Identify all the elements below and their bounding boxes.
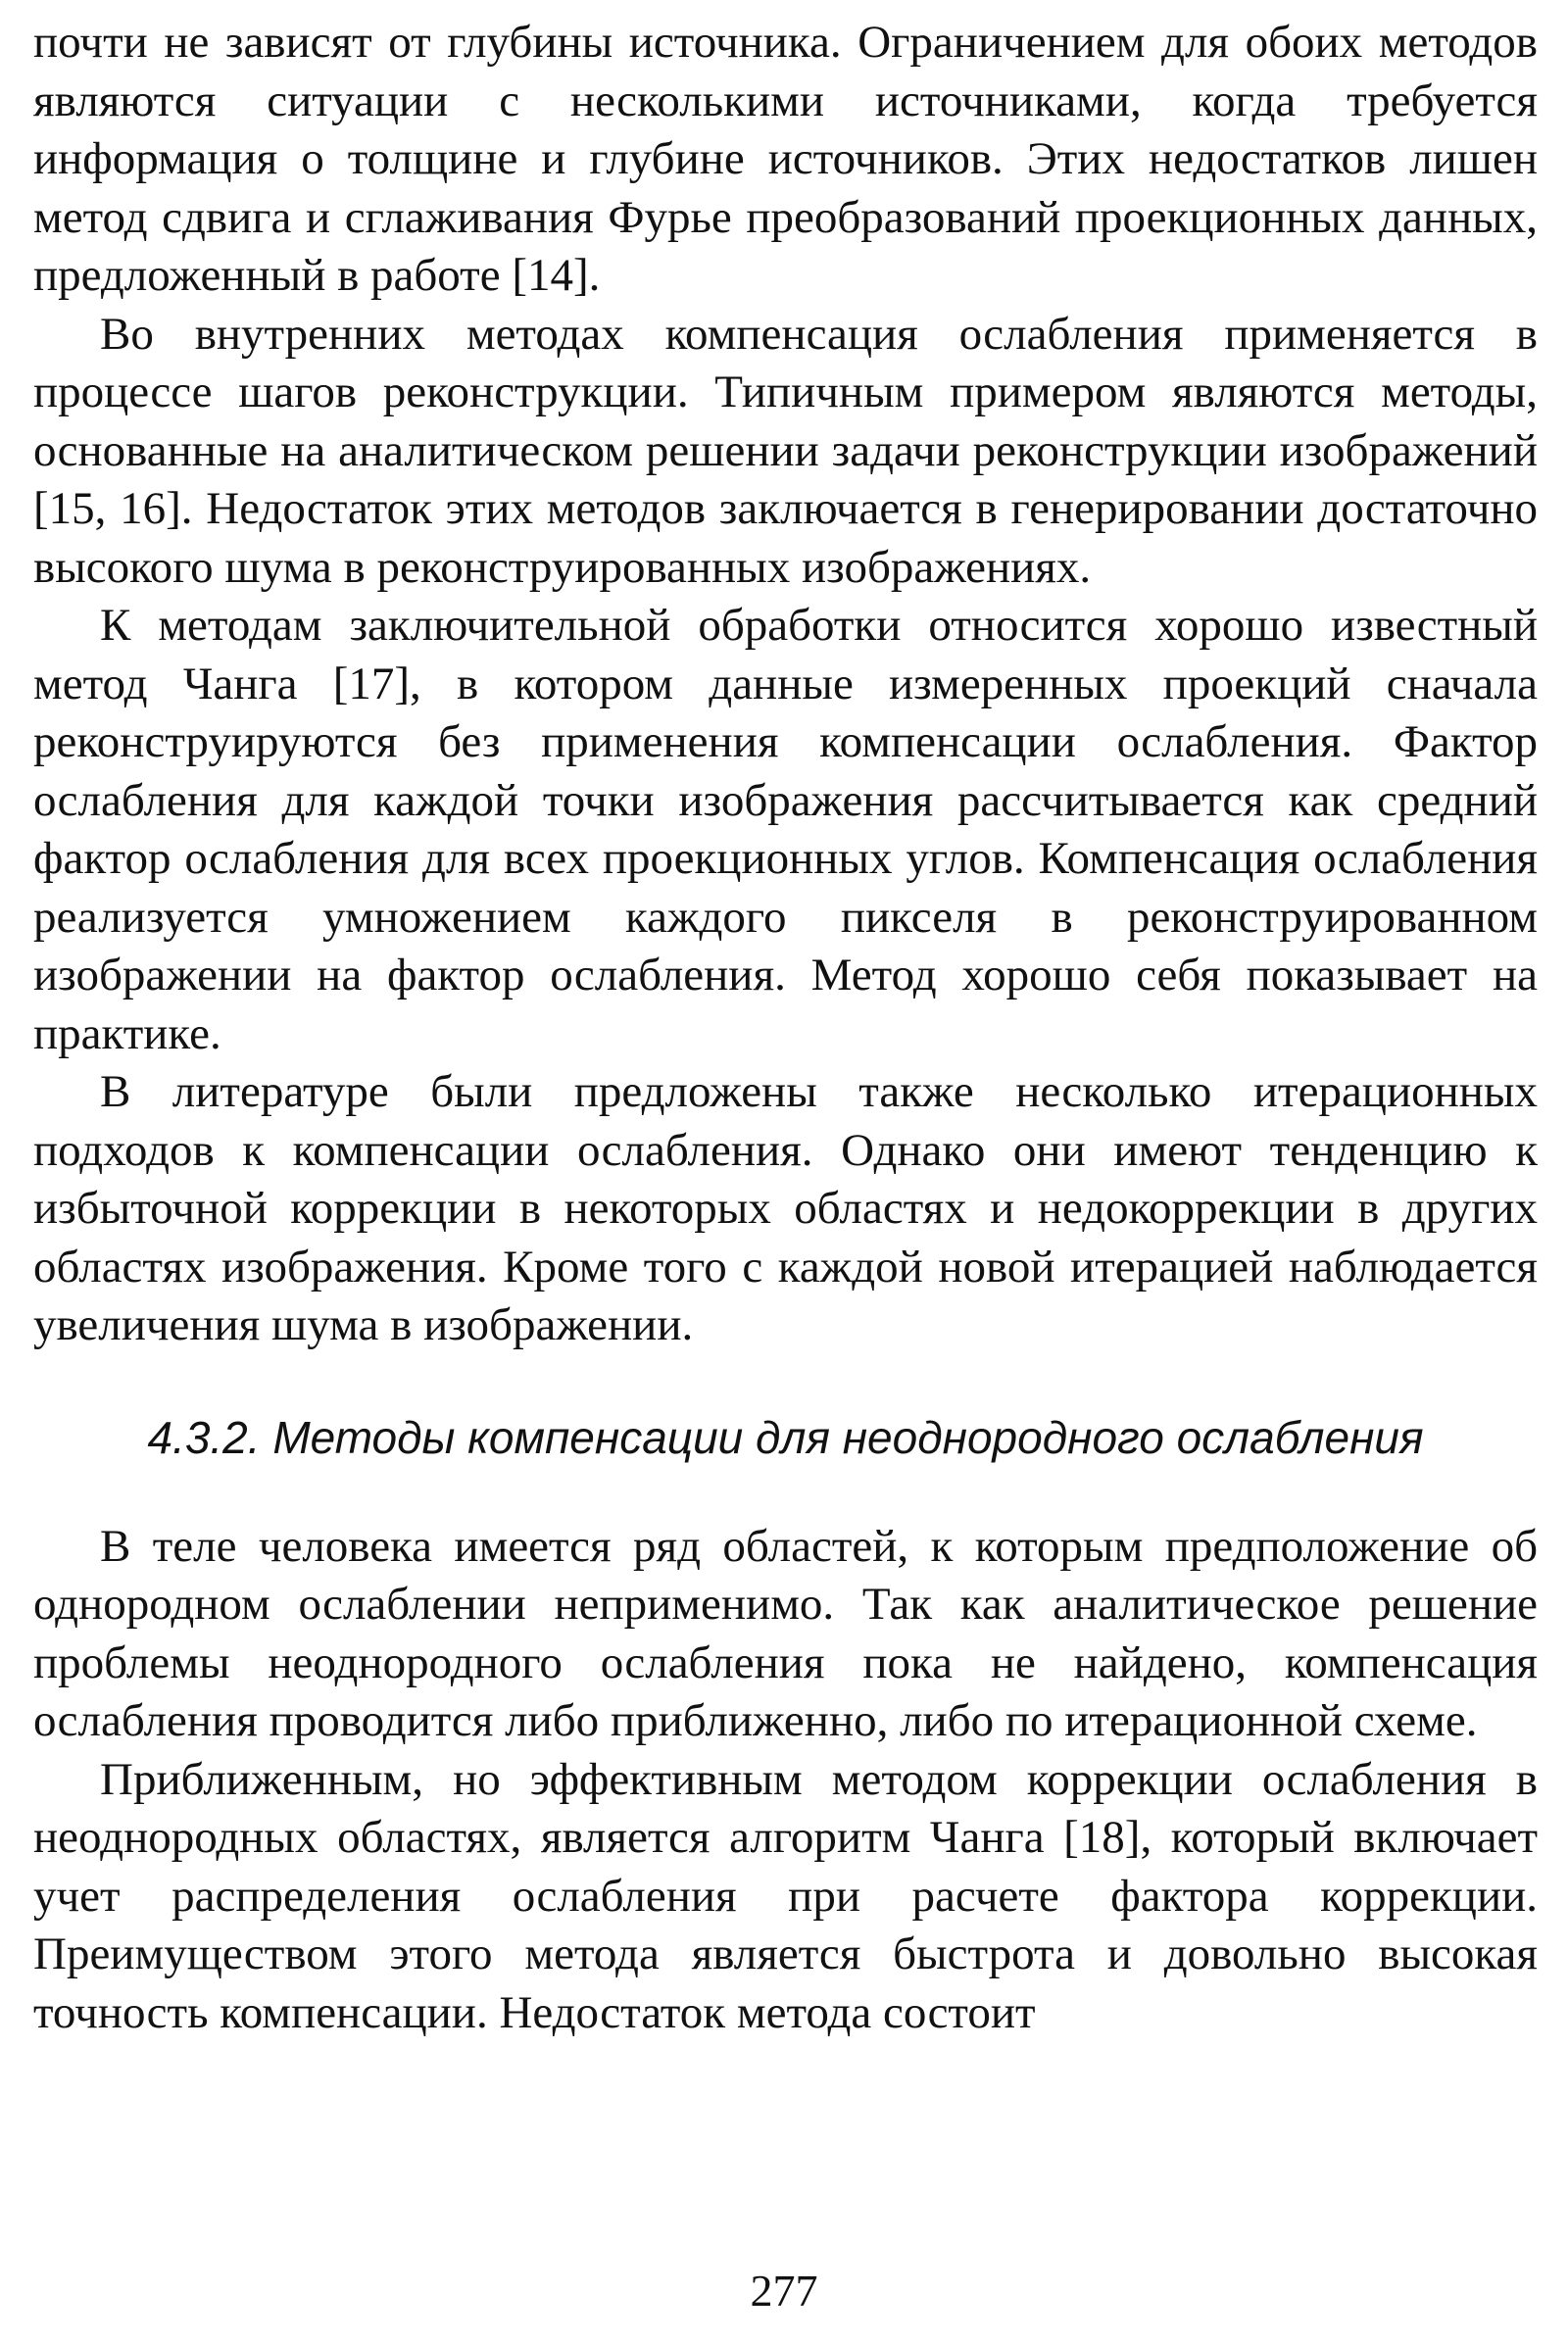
paragraph-iterative-approaches: В литературе были предложены также несколько итерационных подходов к компенсации ослабления. Однако они имеют тенденцию к избыточной коррекции в некоторых областях и недокоррекции в других областях изображения. Кроме того с каждой новой итерацией наблюдается увеличения шума в изображении.: [33, 1066, 1538, 1350]
page-number: 277: [750, 2266, 818, 2316]
section-heading: 4.3.2. Методы компенсации для неоднородного ослабления: [147, 1411, 1424, 1463]
paragraph-chang-method: К методам заключительной обработки относится хорошо известный метод Чанга [17], в котором данные измеренных проекций сначала реконструируются без применения компенсации ослабления. Фактор ослабления для каждой точки изображения рассчитывается как средний фактор ослабления для всех проекционных углов. Компенсация ослабления реализуется умножением каждого пикселя в реконструированном изображении на фактор ослабления. Метод хорошо себя показывает на практике.: [33, 600, 1538, 1059]
paragraph-continuation: почти не зависят от глубины источника. Ограничением для обоих методов являются ситуации с несколькими источниками, когда требуется информация о толщине и глубине источников. Этих недостатков лишен метод сдвига и сглаживания Фурье преобразований проекционных данных, предложенный в работе [14].: [33, 17, 1538, 301]
paragraph-chang-algorithm: Приближенным, но эффективным методом коррекции ослабления в неоднородных областях, является алгоритм Чанга [18], который включает учет распределения ослабления при расчете фактора коррекции. Преимуществом этого метода является быстрота и довольно высокая точность компенсации. Недостаток метода состоит: [33, 1753, 1538, 2038]
page-body: [33, 14, 1538, 2042]
paragraph-internal-methods: Во внутренних методах компенсация ослабления применяется в процессе шагов реконструкции. Типичным примером являются методы, основанные на аналитическом решении задачи реконструкции изображений [15, 16]. Недостаток этих методов заключается в генерировании достаточно высокого шума в реконструированных изображениях.: [33, 308, 1538, 593]
paragraph-nonuniform-attenuation: В теле человека имеется ряд областей, к которым предположение об однородном ослаблении неприменимо. Так как аналитическое решение проблемы неоднородного ослабления пока не найдено, компенсация ослабления проводится либо приближенно, либо по итерационной схеме.: [33, 1520, 1538, 1746]
